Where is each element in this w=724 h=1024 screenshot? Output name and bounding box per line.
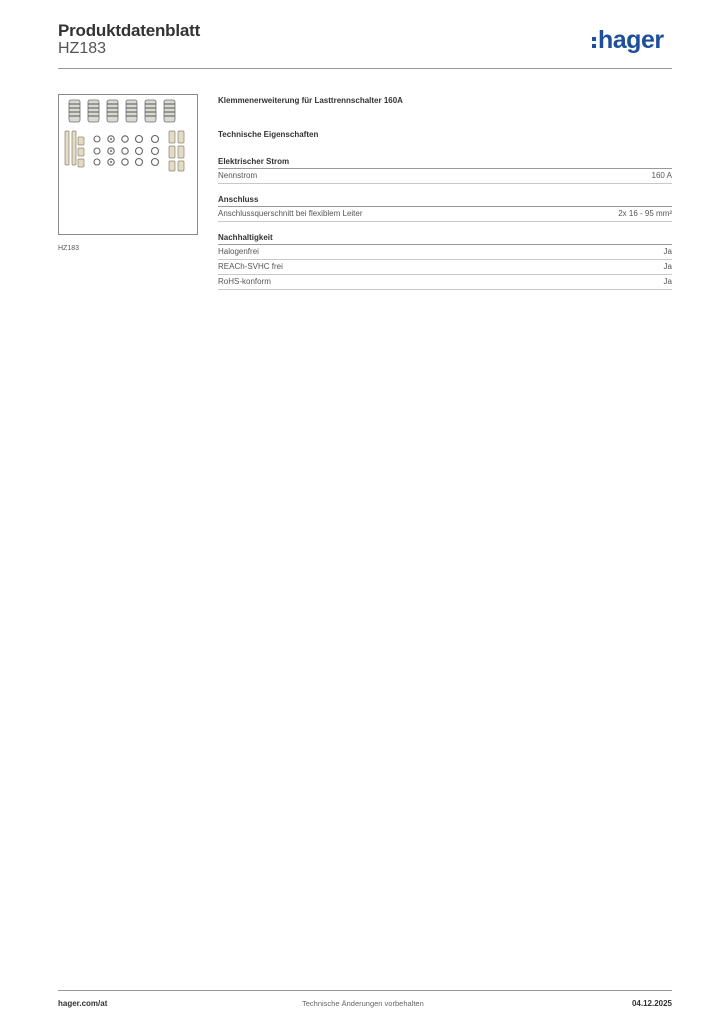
spec-value: 2x 16 - 95 mm² [618, 209, 672, 218]
spec-label: RoHS-konform [218, 277, 271, 286]
group-heading: Anschluss [218, 195, 672, 207]
section-heading: Technische Eigenschaften [218, 130, 319, 139]
spec-label: REACh-SVHC frei [218, 262, 283, 271]
product-image [58, 94, 198, 235]
spec-value: Ja [663, 277, 672, 286]
document-subtitle: HZ183 [58, 40, 107, 57]
footer-divider [58, 990, 672, 991]
spec-label: Nennstrom [218, 171, 258, 180]
product-description: Klemmenerweiterung für Lasttrennschalter 160A [218, 96, 403, 105]
image-caption: HZ183 [58, 245, 80, 252]
spec-row [218, 245, 672, 260]
terminal-kit-icon [59, 95, 197, 234]
spec-value: Ja [663, 247, 672, 256]
spec-value: Ja [663, 262, 672, 271]
header-divider [58, 68, 672, 69]
spec-row [218, 260, 672, 275]
spec-value: 160 A [651, 171, 672, 180]
product-content [218, 96, 672, 301]
group-connection [218, 195, 672, 222]
group-heading: Nachhaltigkeit [218, 233, 672, 245]
footer-date: 04.12.2025 [631, 999, 672, 1008]
spec-row [218, 169, 672, 184]
spec-label: Anschlussquerschnitt bei flexiblem Leiter [218, 209, 363, 218]
group-sustainability [218, 233, 672, 290]
logo-dots-icon [592, 37, 596, 48]
document-title: Produktdatenblatt [58, 21, 201, 40]
group-electrical [218, 157, 672, 184]
footer-website-link[interactable]: hager.com/at [58, 999, 108, 1008]
logo-text: hager [598, 26, 664, 54]
spec-row [218, 207, 672, 222]
spec-row [218, 275, 672, 290]
footer-notice: Technische Änderungen vorbehalten [302, 999, 424, 1008]
spec-label: Halogenfrei [218, 247, 259, 256]
hager-logo [592, 28, 664, 53]
group-heading: Elektrischer Strom [218, 157, 672, 169]
